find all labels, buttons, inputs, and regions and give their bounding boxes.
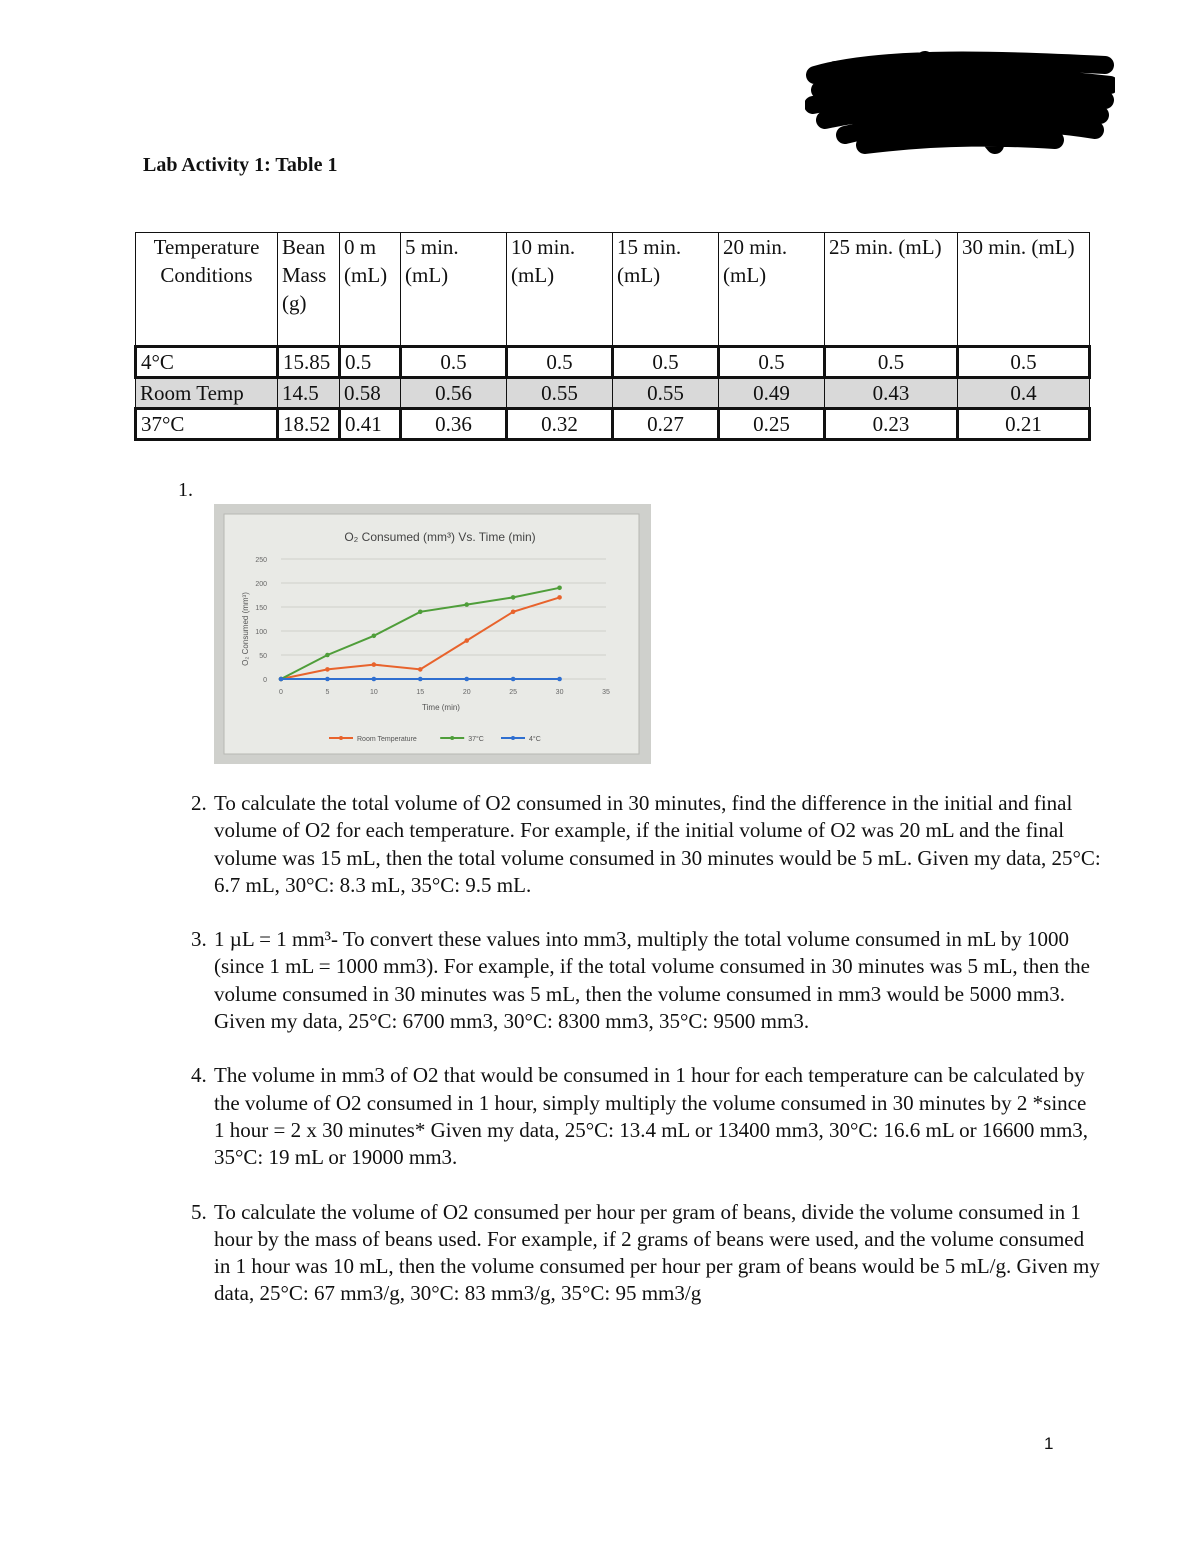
lab-activity-title: Lab Activity 1: Table 1 [143, 154, 338, 176]
y-tick-label: 50 [259, 653, 267, 660]
data-point [464, 638, 469, 643]
data-point [464, 602, 469, 607]
chart-title: O₂ Consumed (mm³) Vs. Time (min) [344, 530, 536, 544]
chart-ylabel: O₂ Consumed (mm³) [241, 592, 250, 666]
row-value: 0.55 [613, 378, 719, 409]
results-table [134, 232, 1091, 441]
y-tick-label: 0 [263, 677, 267, 684]
row-value: 0.27 [613, 409, 719, 440]
row-value: 0.23 [825, 409, 958, 440]
table-row [136, 378, 1090, 409]
data-point [418, 610, 423, 615]
row-value: 0.4 [958, 378, 1090, 409]
row-value: 0.55 [507, 378, 613, 409]
row-value: 0.49 [719, 378, 825, 409]
legend-marker [339, 736, 343, 740]
answers-list [172, 790, 1102, 1335]
row-value: 0.5 [719, 347, 825, 378]
row-value: 0.36 [401, 409, 507, 440]
header-30-min: 30 min. (mL) [958, 233, 1090, 347]
answer-4: 4. The volume in mm3 of O2 that would be consumed in 1 hour for each temperature can be calculated by the volume of O2 consumed in 1 hour, simply multiply the volume consumed in 30 minutes by 2 *since 1 hour = 2 x 30 minutes* Given my data, 25°C: 13.4 mL or 13400 mm3, 30°C: 16.6 mL or 16600 mm3, 35°C: 19 mL or 19000 mm3. [212, 1062, 1102, 1171]
row-value: 0.5 [401, 347, 507, 378]
table-row [136, 409, 1090, 440]
row-value: 0.5 [958, 347, 1090, 378]
x-tick-label: 35 [602, 689, 610, 696]
row-value: 0.56 [401, 378, 507, 409]
y-tick-label: 150 [255, 605, 267, 612]
x-tick-label: 20 [462, 689, 471, 696]
data-point [325, 653, 330, 658]
header-10-min: 10 min. (mL) [507, 233, 613, 347]
row-value: 0.21 [958, 409, 1090, 440]
row-mass: 14.5 [278, 378, 340, 409]
y-tick-label: 100 [255, 629, 267, 636]
legend-label: 4°C [529, 736, 541, 743]
row-value: 0.5 [613, 347, 719, 378]
data-point [372, 634, 377, 639]
chart-card [224, 514, 639, 754]
header-0-min: 0 m (mL) [340, 233, 401, 347]
row-value: 0.5 [340, 347, 401, 378]
page-number: 1 [1044, 1434, 1054, 1453]
row-condition: 37°C [136, 409, 278, 440]
x-tick-label: 30 [555, 689, 564, 696]
chart-xlabel: Time (min) [422, 703, 460, 712]
answer-3: 3. 1 µL = 1 mm³- To convert these values into mm3, multiply the total volume consumed in mL by 1000 (since 1 mL = 1000 mm3). For example, if the total volume consumed in 30 minutes was 5 mL, then the volume consumed in 30 minutes was 5 mL, then the volume consumed in mm3 would be 5000 mm3. Given my data, 25°C: 6700 mm3, 30°C: 8300 mm3, 35°C: 9500 mm3. [212, 926, 1102, 1035]
legend-label: 37°C [468, 736, 484, 743]
row-mass: 15.85 [278, 347, 340, 378]
data-point [372, 662, 377, 667]
data-point [511, 595, 516, 600]
data-point [464, 677, 469, 682]
o2-consumed-chart [214, 504, 651, 764]
y-tick-label: 200 [255, 581, 267, 588]
data-point [325, 677, 330, 682]
answer-5: 5. To calculate the volume of O2 consumed per hour per gram of beans, divide the volume consumed in 1 hour by the mass of beans used. For example, if 2 grams of beans were used, and the volume consumed in 1 hour was 10 mL, then the volume consumed per hour per gram of beans would be 5 mL/g. Given my data, 25°C: 67 mm3/g, 30°C: 83 mm3/g, 35°C: 95 mm3/g [212, 1199, 1102, 1308]
x-tick-label: 5 [325, 689, 330, 696]
data-point [372, 677, 377, 682]
data-point [557, 595, 562, 600]
header-20-min: 20 min. (mL) [719, 233, 825, 347]
x-tick-label: 0 [279, 689, 283, 696]
legend-marker [511, 736, 515, 740]
question-1-number: 1. [178, 479, 193, 501]
chart-photo [214, 504, 651, 764]
row-value: 0.5 [507, 347, 613, 378]
row-condition: Room Temp [136, 378, 278, 409]
table-row [136, 347, 1090, 378]
data-point [418, 677, 423, 682]
answer-2: 2. To calculate the total volume of O2 consumed in 30 minutes, find the difference in the initial and final volume of O2 for each temperature. For example, if the initial volume of O2 was 20 mL and the final volume was 15 mL, then the total volume consumed in 30 minutes would be 5 mL. Given my data, 25°C: 6.7 mL, 30°C: 8.3 mL, 35°C: 9.5 mL. [212, 790, 1102, 899]
row-condition: 4°C [136, 347, 278, 378]
data-point [511, 610, 516, 615]
row-value: 0.58 [340, 378, 401, 409]
row-value: 0.41 [340, 409, 401, 440]
data-point [418, 667, 423, 672]
data-point [279, 677, 284, 682]
header-15-min: 15 min. (mL) [613, 233, 719, 347]
header-temperature: Temperature Conditions [136, 233, 278, 347]
header-5-min: 5 min. (mL) [401, 233, 507, 347]
row-value: 0.25 [719, 409, 825, 440]
data-point [557, 677, 562, 682]
x-tick-label: 25 [509, 689, 518, 696]
legend-marker [450, 736, 454, 740]
legend-label: Room Temperature [357, 736, 417, 743]
table-header-row [136, 233, 1090, 347]
header-bean-mass: Bean Mass (g) [278, 233, 340, 347]
data-point [511, 677, 516, 682]
y-tick-label: 250 [255, 557, 267, 564]
header-25-min: 25 min. (mL) [825, 233, 958, 347]
row-value: 0.32 [507, 409, 613, 440]
row-value: 0.43 [825, 378, 958, 409]
x-tick-label: 15 [416, 689, 425, 696]
row-value: 0.5 [825, 347, 958, 378]
redaction-scribble [805, 45, 1115, 160]
data-point [557, 586, 562, 591]
data-point [325, 667, 330, 672]
row-mass: 18.52 [278, 409, 340, 440]
x-tick-label: 10 [369, 689, 378, 696]
